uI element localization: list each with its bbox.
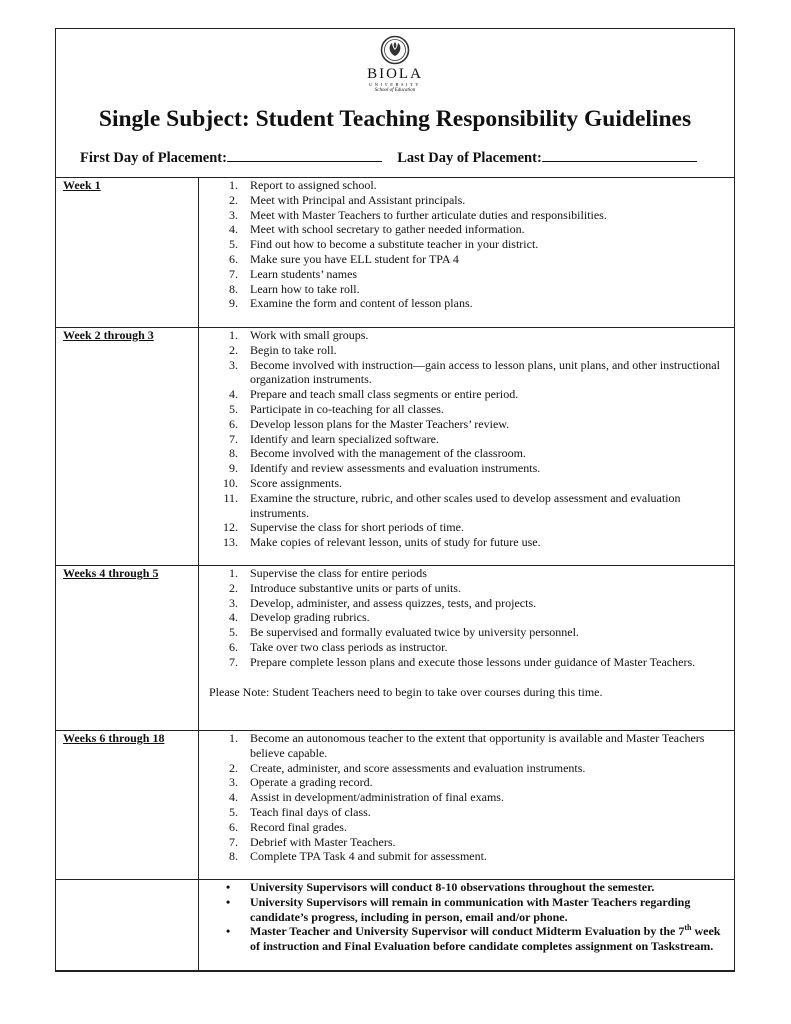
item-text: Complete TPA Task 4 and submit for assessment. [250, 849, 487, 864]
list-item [206, 476, 726, 491]
logo-wordmark: BIOLA [367, 66, 423, 82]
list-item [206, 491, 726, 521]
week-1-tasks [206, 178, 726, 311]
list-item [206, 625, 726, 640]
logo-university: UNIVERSITY [369, 82, 421, 87]
item-text: Identify and review assessments and evaluation instruments. [250, 461, 541, 476]
item-text: Teach final days of class. [250, 804, 371, 819]
item-text: Record final grades. [250, 819, 347, 834]
list-item [206, 805, 726, 820]
item-number: 3. [229, 775, 238, 790]
item-number: 6. [229, 251, 238, 266]
item-number: 3. [229, 595, 238, 610]
item-text: Meet with school secretary to gather needed information. [250, 222, 525, 237]
biola-logo [56, 35, 734, 94]
list-item [206, 581, 726, 596]
item-text: Examine the structure, rubric, and other scales used to develop assessment and evaluation instruments. [250, 490, 681, 520]
bullet-text: University Supervisors will remain in communication with Master Teachers regarding candidate’s progress, including in person, email and/or phone. [250, 894, 691, 924]
item-number: 2. [229, 760, 238, 775]
superscript: th [684, 923, 692, 933]
item-text: Score assignments. [250, 475, 342, 490]
task-list [206, 178, 726, 311]
item-number: 5. [229, 625, 238, 640]
first-day-label: First Day of Placement: [80, 150, 227, 166]
list-item [206, 610, 726, 625]
item-text: Begin to take roll. [250, 342, 337, 357]
item-number: 8. [229, 446, 238, 461]
list-item [206, 446, 726, 461]
list-item [206, 596, 726, 611]
item-text: Make sure you have ELL student for TPA 4 [250, 251, 459, 266]
item-number: 5. [229, 804, 238, 819]
item-number: 7. [229, 654, 238, 669]
item-number: 3. [229, 357, 238, 372]
item-text: Be supervised and formally evaluated twice by university personnel. [250, 625, 579, 640]
list-item [206, 761, 726, 776]
biola-emblem-icon [380, 35, 410, 65]
item-text: Take over two class periods as instructor. [250, 639, 448, 654]
item-number: 6. [229, 639, 238, 654]
item-text: Meet with Principal and Assistant principals. [250, 192, 466, 207]
list-item [206, 237, 726, 252]
list-item [206, 731, 726, 761]
list-item [206, 343, 726, 358]
item-number: 7. [229, 834, 238, 849]
item-number: 9. [229, 296, 238, 311]
item-number: 4. [229, 387, 238, 402]
item-text: Find out how to become a substitute teacher in your district. [250, 237, 539, 252]
task-list [206, 731, 726, 864]
list-item [206, 358, 726, 388]
item-text: Debrief with Master Teachers. [250, 834, 396, 849]
list-item [206, 520, 726, 535]
list-item [206, 849, 726, 864]
list-item [206, 461, 726, 476]
week-2-3-tasks [206, 328, 726, 550]
item-number: 8. [229, 281, 238, 296]
item-number: 9. [229, 461, 238, 476]
item-text: Report to assigned school. [250, 178, 377, 192]
supervisor-notes [206, 880, 726, 954]
item-number: 12. [223, 520, 238, 535]
item-number: 1. [229, 178, 238, 192]
item-text: Participate in co-teaching for all classes. [250, 401, 444, 416]
item-number: 7. [229, 266, 238, 281]
item-text: Develop, administer, and assess quizzes, tests, and projects. [250, 595, 537, 610]
item-number: 8. [229, 849, 238, 864]
item-number: 6. [229, 416, 238, 431]
list-item [206, 208, 726, 223]
list-item [206, 790, 726, 805]
week-1-label: Week 1 [63, 178, 101, 192]
item-text: Supervise the class for short periods of time. [250, 520, 464, 535]
list-item [206, 924, 726, 954]
item-text: Introduce substantive units or parts of units. [250, 580, 461, 595]
item-number: 1. [229, 328, 238, 342]
item-number: 1. [229, 731, 238, 745]
item-text: Become involved with instruction—gain access to lesson plans, unit plans, and other instructional organization instruments. [250, 357, 720, 387]
item-text: Operate a grading record. [250, 775, 373, 790]
list-item [206, 252, 726, 267]
item-number: 5. [229, 237, 238, 252]
bullet-icon: • [226, 880, 231, 894]
item-number: 2. [229, 192, 238, 207]
list-item [206, 328, 726, 343]
table-column-divider [198, 177, 199, 971]
list-item [206, 178, 726, 193]
weeks-4-5-tasks [206, 566, 726, 699]
item-text: Become involved with the management of the classroom. [250, 446, 526, 461]
list-item [206, 895, 726, 925]
item-text: Learn how to take roll. [250, 281, 360, 296]
placement-dates [80, 147, 697, 167]
item-number: 4. [229, 790, 238, 805]
bullet-icon: • [226, 894, 231, 909]
item-number: 4. [229, 222, 238, 237]
list-item [206, 267, 726, 282]
please-note: Please Note: Student Teachers need to begin to take over courses during this time. [209, 684, 603, 699]
bullet-icon: • [226, 924, 231, 939]
bullet-text: week of instruction and Final Evaluation before candidate completes assignment on Taskstream. [250, 924, 721, 954]
item-number: 5. [229, 401, 238, 416]
item-text: Prepare and teach small class segments or entire period. [250, 387, 519, 402]
list-item [206, 820, 726, 835]
item-text: Meet with Master Teachers to further articulate duties and responsibilities. [250, 207, 607, 222]
task-list [206, 566, 726, 670]
weeks-4-5-label: Weeks 4 through 5 [63, 566, 159, 580]
last-day-blank [542, 147, 697, 162]
item-text: Identify and learn specialized software. [250, 431, 439, 446]
list-item [206, 282, 726, 297]
item-text: Assist in development/administration of final exams. [250, 790, 504, 805]
item-number: 13. [223, 535, 238, 550]
list-item [206, 835, 726, 850]
item-text: Make copies of relevant lesson, units of study for future use. [250, 535, 541, 550]
list-item [206, 535, 726, 550]
item-number: 4. [229, 610, 238, 625]
item-number: 2. [229, 580, 238, 595]
first-day-blank [227, 147, 382, 162]
item-text: Become an autonomous teacher to the extent that opportunity is available and Master Teachers believe capable. [250, 731, 705, 760]
last-day-label: Last Day of Placement: [397, 150, 542, 166]
item-text: Develop grading rubrics. [250, 610, 370, 625]
list-item [206, 640, 726, 655]
list-item [206, 222, 726, 237]
item-number: 10. [223, 475, 238, 490]
weeks-6-18-label: Weeks 6 through 18 [63, 731, 165, 745]
item-text: Learn students’ names [250, 266, 358, 281]
week-2-3-label: Week 2 through 3 [63, 328, 154, 342]
list-item [206, 655, 726, 670]
list-item [206, 775, 726, 790]
bullet-list [206, 880, 726, 954]
list-item [206, 566, 726, 581]
logo-school: School of Education [374, 88, 416, 93]
item-text: Create, administer, and score assessments and evaluation instruments. [250, 760, 586, 775]
list-item [206, 880, 726, 895]
list-item [206, 387, 726, 402]
item-number: 2. [229, 342, 238, 357]
list-item [206, 417, 726, 432]
item-text: Prepare complete lesson plans and execute those lessons under guidance of Master Teachers. [250, 654, 696, 669]
table-divider [56, 970, 734, 971]
item-text: Examine the form and content of lesson plans. [250, 296, 473, 311]
page-title: Single Subject: Student Teaching Responsibility Guidelines [98, 106, 692, 132]
list-item [206, 193, 726, 208]
task-list [206, 328, 726, 550]
item-number: 11. [223, 490, 238, 505]
item-number: 6. [229, 819, 238, 834]
item-number: 1. [229, 566, 238, 580]
list-item [206, 402, 726, 417]
item-number: 7. [229, 431, 238, 446]
weeks-6-18-tasks [206, 731, 726, 864]
item-text: Supervise the class for entire periods [250, 566, 427, 580]
bullet-text: Master Teacher and University Supervisor will conduct Midterm Evaluation by the 7 [250, 924, 685, 939]
item-text: Work with small groups. [250, 328, 369, 342]
list-item [206, 432, 726, 447]
document-header [56, 29, 734, 177]
bullet-text: University Supervisors will conduct 8-10 observations throughout the semester. [250, 880, 655, 894]
item-number: 3. [229, 207, 238, 222]
list-item [206, 296, 726, 311]
item-text: Develop lesson plans for the Master Teachers’ review. [250, 416, 510, 431]
